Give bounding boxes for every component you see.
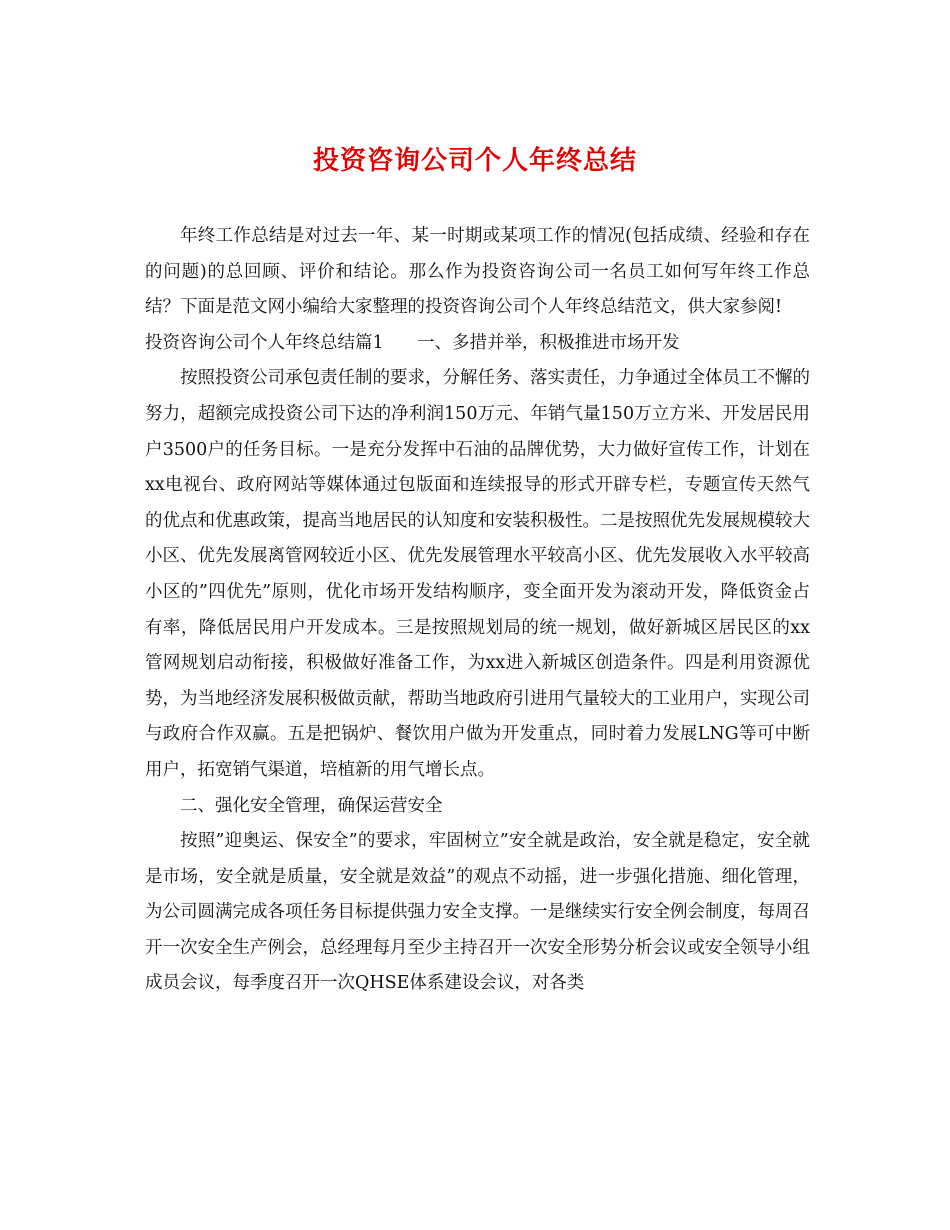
section2-heading: 二、强化安全管理，确保运营安全: [180, 795, 443, 816]
section1-paragraph: 按照投资公司承包责任制的要求，分解任务、落实责任，力争通过全体员工不懈的努力，超额完成投资公司下达的净利润150万元、年销气量150万立方米、开发居民用户3500户的任务目标。一是充分发挥中石油的品牌优势，大力做好宣传工作，计划在xx电视台、政府网站等媒体通过包版面和连续报导的形式开辟专栏，专题宣传天然气的优点和优惠政策，提高当地居民的认知度和安装积极性。二是按照优先发展规模较大小区、优先发展离管网较近小区、优先发展管理水平较高小区、优先发展收入水平较高小区的”四优先”原则，优化市场开发结构顺序，变全面开发为滚动开发，降低资金占有率，降低居民用户开发成本。三是按照规划局的统一规划，做好新城区居民区的xx管网规划启动衔接，积极做好准备工作，为xx进入新城区创造条件。四是利用资源优势，为当地经济发展积极做贡献，帮助当地政府引进用气量较大的工业用户，实现公司与政府合作双赢。五是把锅炉、餐饮用户做为开发重点，同时着力发展LNG等可中断用户，拓宽销气渠道，培植新的用气增长点。: [145, 368, 810, 780]
article-heading: 投资咨询公司个人年终总结篇1: [145, 332, 384, 353]
section1-heading: 一、多措并举，积极推进市场开发: [417, 332, 680, 353]
article-heading-line: [145, 326, 810, 362]
intro-paragraph: 年终工作总结是对过去一年、某一时期或某项工作的情况(包括成绩、经验和存在的问题)的总回顾、评价和结论。那么作为投资咨询公司一名员工如何写年终工作总结？下面是范文网小编给大家整理的投资咨询公司个人年终总结范文，供大家参阅!: [145, 226, 810, 318]
document-title: 投资咨询公司个人年终总结: [312, 146, 637, 176]
document-body: [145, 219, 810, 1002]
section2-paragraph: 按照”迎奥运、保安全”的要求，牢固树立”安全就是政治，安全就是稳定，安全就是市场，安全就是质量，安全就是效益”的观点不动摇，进一步强化措施、细化管理，为公司圆满完成各项任务目标提供强力安全支撑。一是继续实行安全例会制度，每周召开一次安全生产例会，总经理每月至少主持召开一次安全形势分析会议或安全领导小组成员会议，每季度召开一次QHSE体系建设会议，对各类: [145, 831, 810, 994]
